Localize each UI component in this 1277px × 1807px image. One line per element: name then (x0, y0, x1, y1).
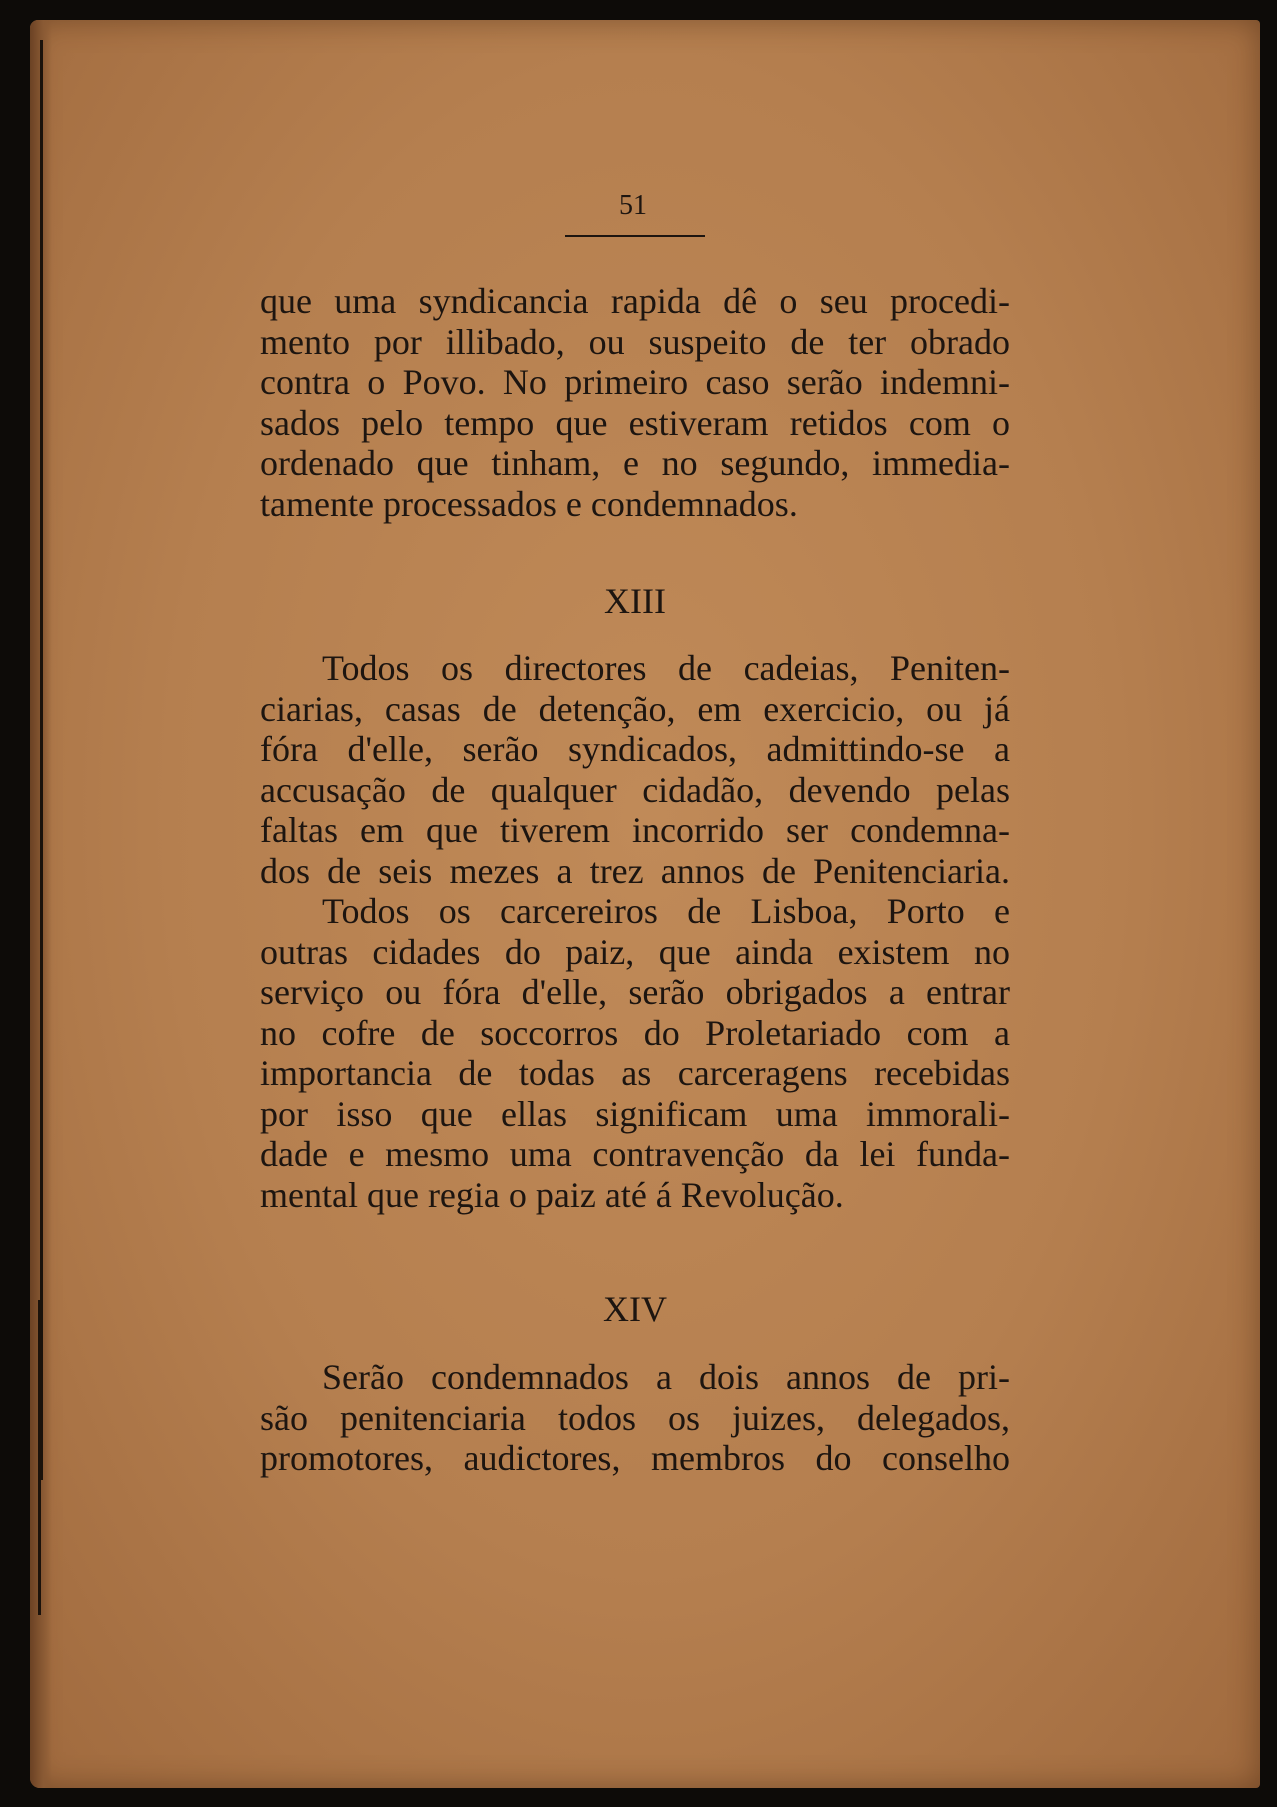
text-line: contra o Povo. No primeiro caso serão indemni- (260, 362, 1010, 402)
text-line: outras cidades do paiz, que ainda existem no (260, 931, 1010, 972)
paragraph-section-xiv (260, 1357, 1010, 1479)
text-line: sados pelo tempo que estiveram retidos com o (260, 402, 1010, 443)
paragraph-continuation (260, 281, 1010, 524)
paragraph-section-xiii (260, 648, 1010, 1215)
section-heading-xiii: XIII (604, 581, 666, 621)
text-line: accusação de qualquer cidadão, devendo pelas (260, 769, 1010, 810)
text-line: Serão condemnados a dois annos de pri- (322, 1357, 1010, 1397)
text-line: serviço ou fóra d'elle, serão obrigados a entrar (260, 972, 1010, 1012)
text-line: são penitenciaria todos os juizes, delegados, (260, 1397, 1010, 1438)
text-line: dade e mesmo uma contravenção da lei funda- (260, 1134, 1010, 1174)
text-line: ordenado que tinham, e no segundo, immedia- (260, 443, 1010, 483)
page-number-rule (565, 235, 705, 237)
section-heading-xiv: XIV (603, 1289, 667, 1329)
text-line: no cofre de soccorros do Proletariado com a (260, 1012, 1010, 1053)
text-line: importancia de todas as carceragens recebidas (260, 1053, 1010, 1093)
text-line: tamente processados e condemnados. (260, 483, 798, 524)
text-line: Todos os carcereiros de Lisboa, Porto e (322, 891, 1010, 931)
text-line: promotores, audictores, membros do conselho (260, 1438, 1010, 1478)
text-line: Todos os directores de cadeias, Peniten- (322, 648, 1010, 688)
text-line: mental que regia o paiz até á Revolução. (260, 1174, 844, 1215)
text-line: faltas em que tiverem incorrido ser condemna- (260, 810, 1010, 850)
binding-edge-lower (38, 1300, 41, 1615)
page-number: 51 (619, 190, 647, 221)
text-line: fóra d'elle, serão syndicados, admittindo-se a (260, 729, 1010, 769)
text-line: ciarias, casas de detenção, em exercicio, ou já (260, 688, 1010, 729)
binding-edge (40, 40, 43, 1480)
text-line: dos de seis mezes a trez annos de Penitenciaria. (260, 850, 1010, 891)
text-line: mento por illibado, ou suspeito de ter obrado (260, 321, 1010, 362)
text-line: que uma syndicancia rapida dê o seu procedi- (260, 281, 1010, 321)
text-line: por isso que ellas significam uma immorali- (260, 1093, 1010, 1134)
